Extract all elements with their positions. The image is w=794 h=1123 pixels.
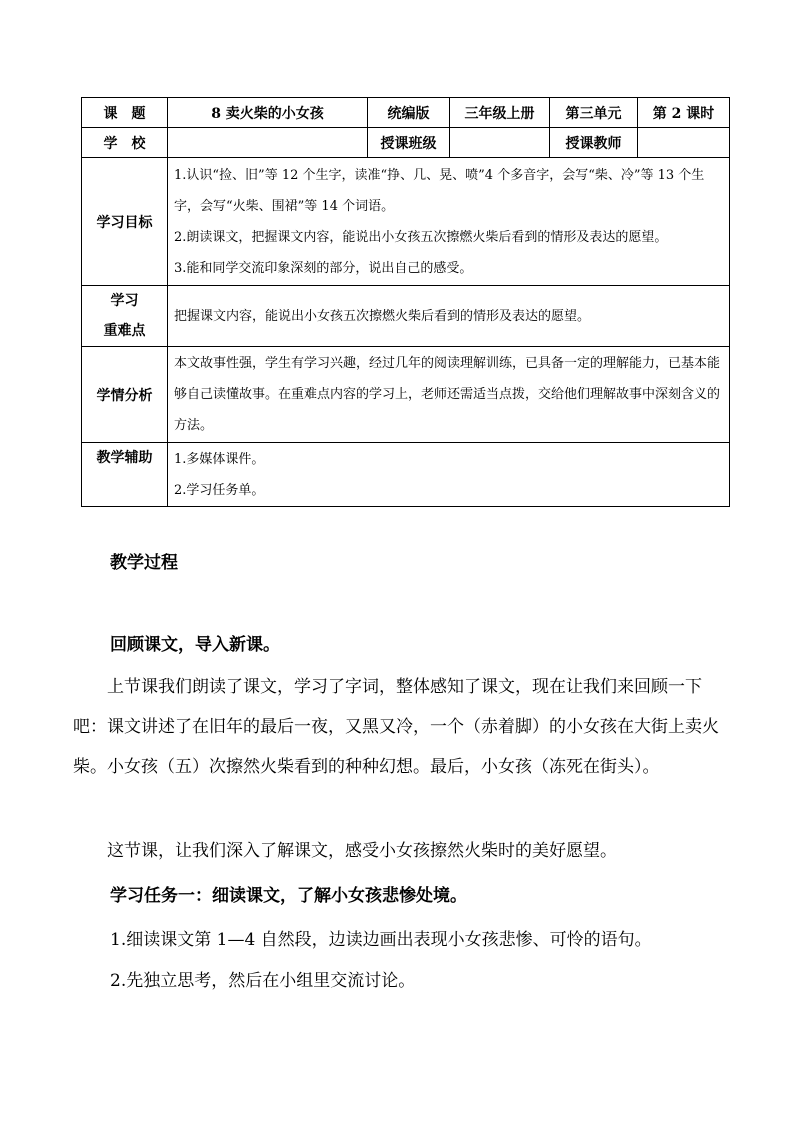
objective-item: 2.朗读课文，把握课文内容，能说出小女孩五次擦燃火柴后看到的情形及表达的愿望。 (174, 229, 668, 245)
aids-label: 教学辅助 (82, 443, 168, 507)
table-row (82, 443, 730, 507)
objective-item: 3.能和同学交流印象深刻的部分，说出自己的感受。 (174, 260, 473, 276)
lesson-title: 8 卖火柴的小女孩 (168, 98, 368, 128)
review-paragraph (73, 667, 733, 787)
topic-label: 课 题 (82, 98, 168, 128)
keypoints-label-line1: 学习 (110, 293, 139, 309)
analysis-content: 本文故事性强，学生有学习兴趣，经过几年的阅读理解训练，已具备一定的理解能力，已基本能够自己读懂故事。在重难点内容的学习上，老师还需适当点拨，交给他们理解故事中深刻含义的方法。 (168, 347, 730, 443)
lesson-info-table (81, 97, 730, 507)
grade-cell: 三年级上册 (450, 98, 550, 128)
table-row (82, 286, 730, 347)
school-value[interactable] (168, 128, 368, 158)
objective-item: 1.认识“捡、旧”等 12 个生字，读准“挣、几、晃、喷”4 个多音字，会写“柴、冷”等 13 个生字，会写“火柴、围裙”等 14 个词语。 (174, 167, 705, 214)
period-cell: 第 2 课时 (638, 98, 730, 128)
aid-item: 2.学习任务单。 (174, 482, 265, 498)
keypoints-label-line2: 重难点 (103, 323, 146, 339)
aid-item: 1.多媒体课件。 (174, 451, 265, 467)
teacher-value[interactable] (638, 128, 730, 158)
table-row (82, 347, 730, 443)
class-label: 授课班级 (368, 128, 450, 158)
teacher-label: 授课教师 (550, 128, 638, 158)
objectives-content (168, 158, 730, 286)
table-row (82, 158, 730, 286)
task1-heading: 学习任务一：细读课文，了解小女孩悲惨处境。 (110, 886, 467, 906)
edition-cell: 统编版 (368, 98, 450, 128)
school-label: 学 校 (82, 128, 168, 158)
unit-cell: 第三单元 (550, 98, 638, 128)
task1-item: 1.细读课文第 1—4 自然段，边读边画出表现小女孩悲惨、可怜的语句。 (110, 930, 652, 950)
keypoints-content: 把握课文内容，能说出小女孩五次擦燃火柴后看到的情形及表达的愿望。 (168, 286, 730, 347)
review-text: 上节课我们朗读了课文，学习了字词，整体感知了课文，现在让我们来回顾一下吧：课文讲述了在旧年的最后一夜，又黑又冷，一个（赤着脚）的小女孩在大街上卖火柴。小女孩（五）次擦然火柴看到的种种幻想。最后，小女孩（冻死在街头）。 (73, 677, 719, 777)
class-value[interactable] (450, 128, 550, 158)
analysis-label: 学情分析 (82, 347, 168, 443)
keypoints-label (82, 286, 168, 347)
objectives-label: 学习目标 (82, 158, 168, 286)
table-row (82, 128, 730, 158)
task1-item: 2.先独立思考，然后在小组里交流讨论。 (110, 971, 416, 991)
intro-paragraph (73, 831, 733, 871)
review-heading: 回顾课文，导入新课。 (110, 635, 280, 655)
aids-content (168, 443, 730, 507)
intro-text: 这节课，让我们深入了解课文，感受小女孩擦然火柴时的美好愿望。 (107, 841, 617, 861)
table-row (82, 98, 730, 128)
process-title: 教学过程 (110, 553, 178, 573)
